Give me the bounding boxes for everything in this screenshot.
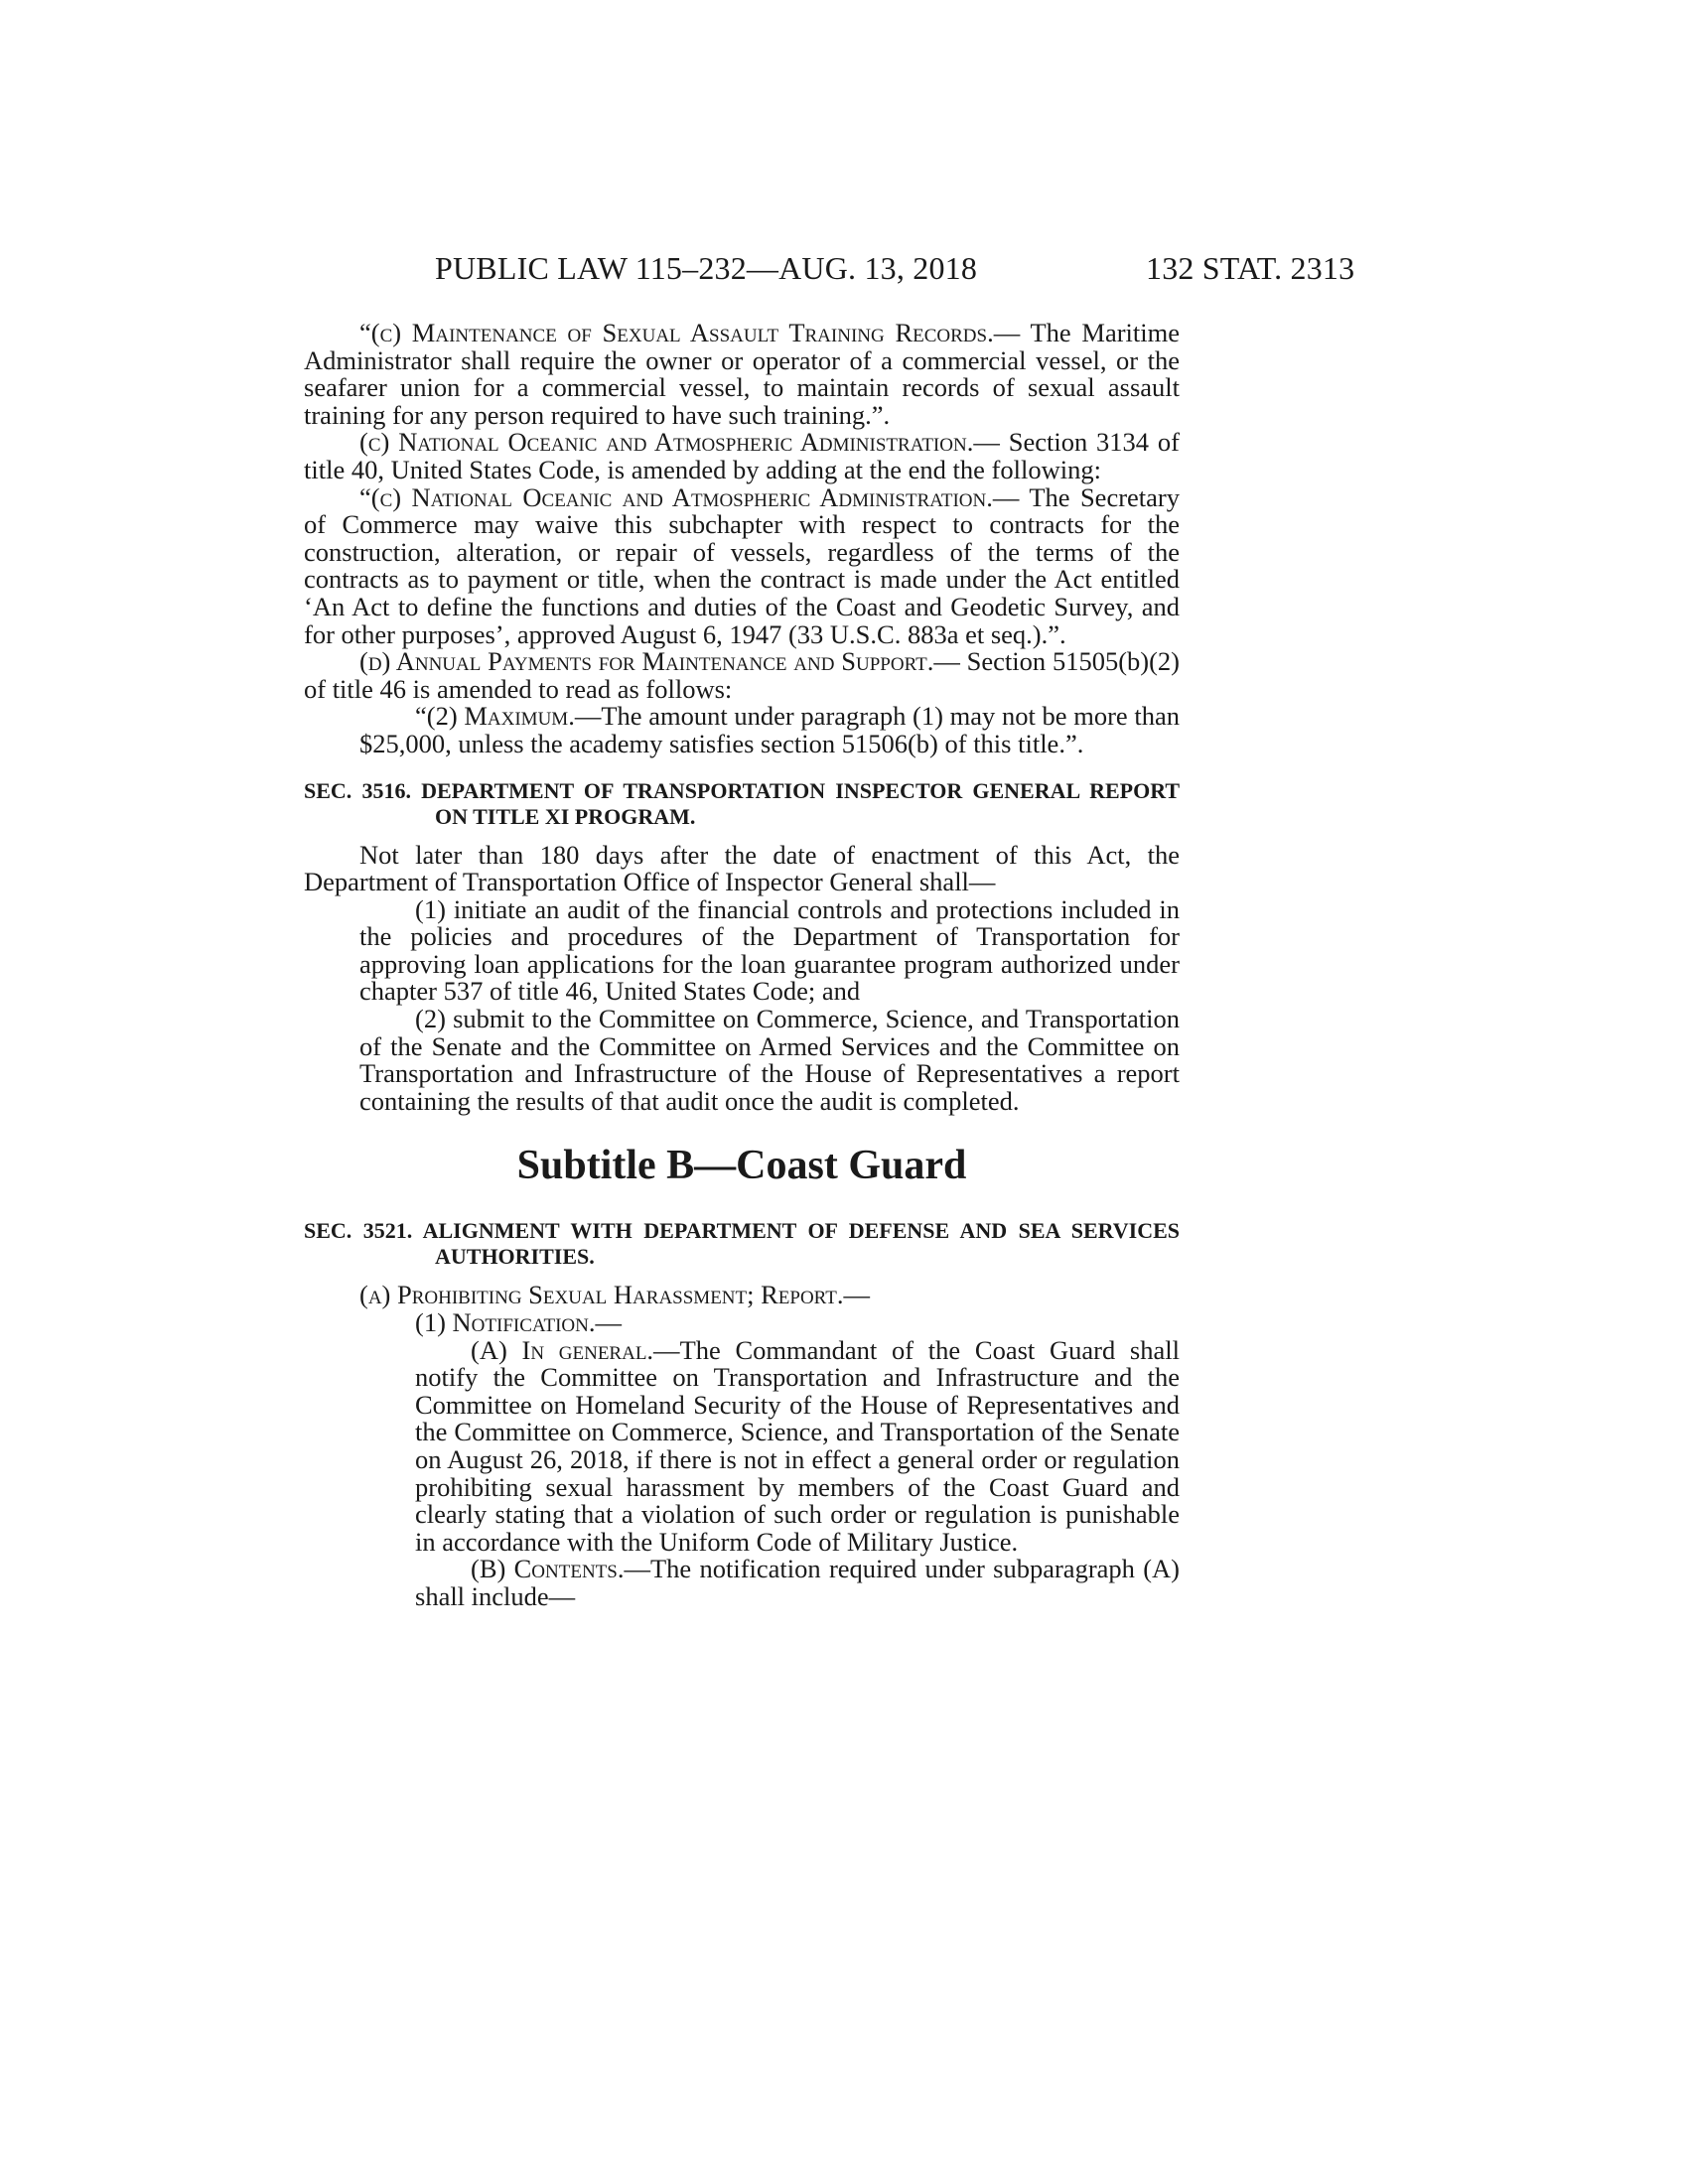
heading-in-general: (A) In general.—: [471, 1334, 680, 1365]
text-annual-payments: Section 51505(b)(2) of title 46 is amended to read as follows:: [304, 646, 1181, 704]
heading-maintenance-records: “(c) Maintenance of Sexual Assault Training Records.—: [359, 318, 1021, 347]
section-3516-item-2: (2) submit to the Committee on Commerce, Science, and Transportation of the Senate and the Committee on Armed Services and the Committee on Transportation and Infrastructure of the House of Representatives a report containing the results of that audit once the audit is completed.: [359, 1004, 1180, 1116]
section-3516-heading: SEC. 3516. DEPARTMENT OF TRANSPORTATION INSPECTOR GENERAL REPORT ON TITLE XI PROGRAM.: [304, 777, 1180, 829]
text-noaa-amendment: Section 3134 of title 40, United States Code, is amended by adding at the end the following:: [304, 427, 1181, 484]
paragraph-maximum: [304, 703, 1180, 757]
heading-annual-payments: (d) Annual Payments for Maintenance and Support.—: [359, 646, 960, 677]
paragraph-noaa-amendment: [304, 429, 1180, 483]
text-noaa-waiver: The Secretary of Commerce may waive this subchapter with respect to contracts for the construction, alteration, or repair of vessels, regardless of the terms of the contracts as to payment or title, when the contract is made under the Act entitled ‘An Act to define the functions and duties of the Coast and Geodetic Survey, and for other purposes’, approved August 6, 1947 (33 U.S.C. 883a et seq.).”.: [304, 481, 1180, 649]
section-3516-item-1: (1) initiate an audit of the financial controls and protections included in the policies and procedures of the Department of Transportation for approving loan applications for the loan guarantee program authorized under chapter 537 of title 46, United States Code; and: [359, 893, 1180, 1007]
section-3516-intro: Not later than 180 days after the date of enactment of this Act, the Department of Transportation Office of Inspector General shall—: [304, 839, 1180, 897]
paragraph-notification: [304, 1309, 1180, 1337]
heading-contents: (B) Contents.—: [471, 1554, 650, 1584]
paragraph-maintenance-records: [304, 320, 1180, 429]
text-maximum: The amount under paragraph (1) may not be more than $25,000, unless the academy satisfies section 51506(b) of this title.”.: [359, 701, 1180, 758]
page-header-stat: 132 STAT. 2313: [1146, 250, 1355, 286]
text-in-general: The Commandant of the Coast Guard shall notify the Committee on Transportation and Infrastructure and the Committee on Homeland Security of the House of Representatives and the Committee on Commerce, Science, and Transportation of the Senate on August 26, 2018, if there is not in effect a general order or regulation prohibiting sexual harassment by members of the Coast Guard and clearly stating that a violation of such order or regulation is punishable in accordance with the Uniform Code of Military Justice.: [415, 1334, 1180, 1557]
paragraph-prohibiting-harassment: [304, 1282, 1180, 1309]
text-maintenance-records: The Maritime Administrator shall require the owner or operator of a commercial vessel, or the seafarer union for a commercial vessel, to maintain records of sexual assault training for any person required to have such training.”.: [304, 318, 1181, 430]
heading-maximum: “(2) Maximum.—: [415, 701, 602, 732]
document-body: [304, 320, 1180, 1611]
heading-noaa-waiver: “(c) National Oceanic and Atmospheric Administration.—: [359, 481, 1020, 512]
heading-prohibiting-harassment: (a) Prohibiting Sexual Harassment; Report.—: [359, 1280, 870, 1310]
paragraph-annual-payments: [304, 648, 1180, 703]
subtitle-heading: Subtitle B—Coast Guard: [516, 1143, 967, 1189]
page-header-law: PUBLIC LAW 115–232—AUG. 13, 2018: [435, 250, 978, 286]
paragraph-noaa-waiver: [304, 481, 1180, 649]
text-contents: The notification required under subparagraph (A) shall include—: [415, 1554, 1180, 1611]
paragraph-in-general: [304, 1334, 1180, 1557]
heading-notification: (1) Notification.—: [415, 1307, 622, 1338]
heading-noaa-amendment: (c) National Oceanic and Atmospheric Administration.—: [359, 427, 1000, 458]
paragraph-contents: [304, 1556, 1180, 1610]
section-3521-heading: SEC. 3521. ALIGNMENT WITH DEPARTMENT OF DEFENSE AND SEA SERVICES AUTHORITIES.: [304, 1218, 1180, 1270]
